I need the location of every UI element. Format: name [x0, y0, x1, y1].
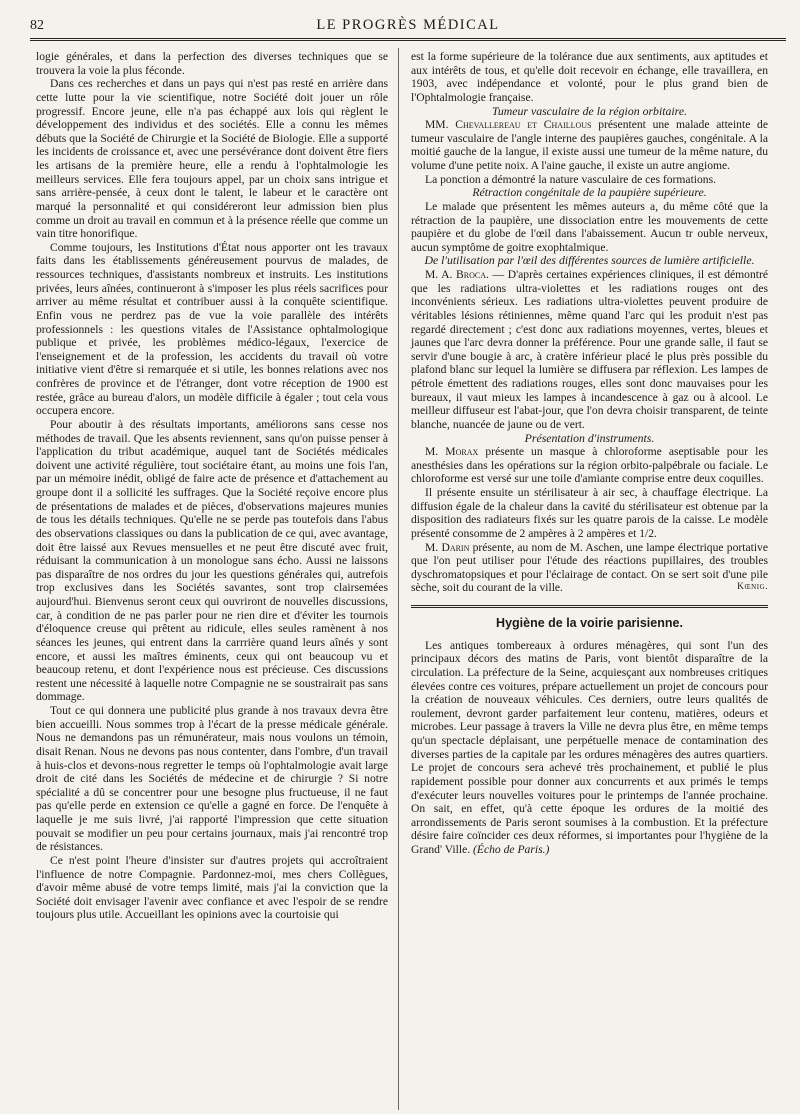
paragraph: est la forme supérieure de la tolérance due aux sentiments, aux aptitudes et aux intérêts de tous, et qu'elle doit recevoir en échange, elle travaillera, en 1903, avec indépendance et volonté, pour le plus grand bien de l'Ophtalmologie française.: [411, 50, 768, 104]
paragraph-text: Les antiques tombereaux à ordures ménagères, qui sont l'un des principaux décors des matins de Paris, vont bientôt disparaître de la circulation. La préfecture de la Seine, acquiesçant aux nombreuses critiques élevées contre ces voitures, prépare actuellement un projet de concours pour la création de nouveaux véhicules. Ces derniers, outre leurs qualités de roulement, devront garder parfaitement leur contenu, matières, odeurs et microbes. Leur passage à travers la Ville ne devra plus être, en même temps qu'un spectacle déplaisant, une perpétuelle menace de contamination des diverses parties de la capitale par les ordures ménagères des autres quartiers. Le projet de concours sera achevé très prochainement, et publié le plus rapidement possible pour donner aux concurrents et aux primés le temps d'exécuter leurs nouvelles voitures pour le printemps de l'année prochaine. On sait, en effet, qu'à cette époque les ordures de la moitié des arrondissements de Paris seront soumises à la combustion. Et la préfecture désire faire coïncider ces deux réformes, si importantes pour l'hygiène de la Grand' Ville.: [411, 638, 768, 857]
paragraph: Il présente ensuite un stérilisateur à air sec, à chauffage électrique. La diffusion égale de la chaleur dans la cavité du stérilisateur est obtenue par la disposition des radiateurs fixés sur les quatre parois de la caisse. Le modèle présenté consomme de 2 ampères à 2 ampères et 1/2.: [411, 486, 768, 540]
paragraph: [411, 639, 768, 857]
right-column: [411, 50, 768, 857]
paragraph: Ce n'est point l'heure d'insister sur d'autres projets qui accroîtraient l'influence de notre Compagnie. Pardonnez-moi, mes chers Collègues, d'avoir même abusé de votre temps limité, mais j'ai la conviction que la Société doit envisager l'avenir avec confiance et avec l'espoir de se rendre toujours plus utile. Accueillant les opinions avec la courtoisie qui: [36, 853, 388, 922]
paragraph: La ponction a démontré la nature vasculaire de ces formations.: [425, 172, 717, 186]
paragraph-text: présentent une malade atteinte de tumeur vasculaire de l'angle interne des paupières gauches, congénitale. A la moitié gauche de la langue, il existe aussi une tumeur de la même nature, du volume d'une petite noix. A l'aine gauche, il existe un autre angiome.: [411, 118, 768, 172]
paragraph: Le malade que présentent les mêmes auteurs a, du même côté que la rétraction de la paupière, une dissociation entre les mouvements de cette paupière et du globe de l'œil dans l'abaissement. Aucun tr ouble nerveux, aucun symptôme de goitre exophtalmique.: [411, 199, 768, 254]
paragraph: Tout ce qui donnera une publicité plus grande à nos travaux devra être bien accueilli. Nous sommes trop à l'écart de la presse médicale générale. Nous ne demandons pas un rémunérateur, mais nous voulons un témoin, disait Renan. Nous ne devons pas nous contenter, dans l'ombre, d'un travail à huis-clos et devons-nous regretter le temps où l'ophtalmologie avait large droit de cité dans les Sociétés de médecine et de chirurgie ? Si notre spécialité a dû se concentrer pour une besogne plus fructueuse, il ne faut pas qu'elle perde en extension ce qu'elle a gagné en force. De l'enquête à laquelle je me suis livré, j'ai rapporté l'impression que cette situation pouvait se modifier un peu pour certains journaux, mais j'ai rencontré trop de résistances.: [36, 704, 388, 854]
paragraph: [411, 118, 768, 173]
paragraph: [411, 268, 768, 432]
paragraph-text: présente un masque à chloroforme aseptisable pour les anesthésies dans les opérations sur la région orbito-palpébrale ou faciale. Le chloroforme est versé sur une toile d'amiante comprise entre deux coquilles.: [411, 445, 768, 486]
paragraph: logie générales, et dans la perfection des diverses techniques que se trouvera la voie la plus féconde.: [36, 50, 388, 77]
paragraph: [411, 445, 768, 486]
section-divider: [411, 605, 768, 608]
page-number: 82: [30, 18, 44, 33]
left-column: [36, 50, 388, 922]
paragraph: Pour aboutir à des résultats importants, améliorons sans cesse nos méthodes de travail. Que les absents reviennent, sans qu'on puisse penser à l'application du tribut académique, auquel tant de Sociétés médicales doivent une activité régulière, tout sociétaire étant, au moins une fois l'an, par un mémoire inédit, obligé de faire acte de présence et d'attachement au groupe dont il a sollicité les suffrages. Que la Société reçoive encore plus de présentations de malades et de pièces, d'observations majeures munies de tous les détails techniques. Qu'elle ne se perde pas toutefois dans l'abus des observations classiques ou dans la publication de ce qui, avec avantage, doit être laissé aux Revues mensuelles et ne peut être discuté avec fruit, réduisant la communication à un monologue sans écho. Aussi ne laissons pas disparaître de nos ordres du jour les questions générales qui, autrefois trop exclusives dans les Sociétés savantes, sont trop clairsemées aujourd'hui. Bienvenus seront ceux qui ouvriront de nouvelles discussions, car, à condition de ne pas parler pour ne rien dire et d'éviter les tournois d'éloquence creuse qui prêtent au ridicule, elles seules ramènent à nos séances les jeunes, qui entrent dans la carrrière quand leurs aînés y sont encore, et aussi les maîtres éminents, ceux qui ont beaucoup vu et beaucoup retenu, et dont l'expérience nous est précieuse. Ces discussions restent une nécessité à laquelle notre Compagnie ne se soustrairait pas sans dommage.: [36, 417, 388, 704]
source-citation: (Écho de Paris.): [473, 843, 550, 857]
author-names: MM. Chevallereau et Chaillous: [425, 118, 592, 132]
paragraph-text: présente, au nom de M. Aschen, une lampe électrique portative que l'on peut utiliser pour l'étude des réactions pupillaires, des troubles dyschromatopsiques et pour l'éclairage de contact. On se sert soit d'une pile sèche, soit du courant de la ville.: [411, 540, 768, 595]
header-rule: [30, 38, 786, 41]
article-title: Hygiène de la voirie parisienne.: [496, 616, 683, 631]
section-title: De l'utilisation par l'œil des différentes sources de lumière artificielle.: [424, 253, 755, 268]
paragraph-text: — D'après certaines expériences cliniques, il est démontré que les radiations ultra-violettes et les radiations rouges ont des inconvénients sérieux. Les radiations ultra-violettes peuvent produire de véritables lésions rétiniennes, même quand l'arc qui les produit n'est pas regardé directement ; c'est donc aux radiations moyennes, vertes, bleues et jaunes que l'arc devra donner la préférence. Pour une grande salle, il faut se servir d'une bougie à arc, à cratère inférieur placé le plus près possible du plafond blanc sur lequel la lumière se diffusera par réflexion. Les lampes de pétrole émettent des radiations rouges, elles sont donc mauvaises pour les bureaux, il vaut mieux les lampes à incandescence à gaz ou à alcool. Le meilleur diffuseur est l'abat-jour, que l'on devra choisir transparent, de teinte blanche, nuancée de jaune ou de vert.: [411, 268, 768, 431]
section-title: Rétraction congénitale de la paupière supérieure.: [472, 185, 707, 200]
section-title: Tumeur vasculaire de la région orbitaire.: [491, 103, 688, 118]
author-names: M. Darin: [425, 540, 470, 554]
section-title: Présentation d'instruments.: [524, 430, 655, 445]
column-divider: [398, 48, 399, 1110]
author-names: M. Morax: [425, 445, 479, 459]
signature: Kœnig.: [737, 582, 768, 593]
running-title: LE PROGRÈS MÉDICAL: [316, 17, 500, 33]
paragraph: Comme toujours, les Institutions d'État nous apporter ont les travaux faits dans les établissements généreusement pourvus de malades, de ressources techniques, d'assistants nombreux et instruits. Les institutions privées, leurs aînées, continueront à s'imposer les plus réels sacrifices pour arriver au même résultat et contribuer aussi à la conquête scientifique. Enfin vous ne perdrez pas de vue la voie parallèle des intérêts professionnels : les questions vitales de l'Assistance ophtalmologique publique et privée, les problèmes médico-légaux, l'exercice de l'enseignement et de la profession, les accidents du travail où votre initiative vient d'être si remarquée et si utile, les bonnes relations avec nos confrères de province et de l'étranger, dont votre réception de 1900 est restée, grâce au bureau d'alors, un modèle difficile à égaler ; tout cela vous occupera encore.: [36, 240, 388, 418]
page-header: [30, 12, 786, 36]
author-names: M. A. Broca.: [425, 268, 489, 281]
paragraph: Dans ces recherches et dans un pays qui n'est pas resté en arrière dans cette lutte pour la vie scientifique, notre Société doit jouer un rôle progressif. Encore jeune, elle n'a pas échappé aux lois qui règlent le développement des individus et des sociétés. Elle a connu les mêmes débuts que la Société de Chirurgie et la Société de Biologie. Elle a supporté les incidents de croissance et, avec une persévérance dont doivent être fiers les artisans de la première heure, elle a rendu à l'ophtalmologie les meilleurs services. Elle fera toujours appel, par un choix sans intrigue et sans arrière-pensée, à ceux dont le talent, le labeur et le caractère ont marqué la personnalité et qui considéreront leur admission bien plus comme un droit au travail en commun et à la présence réelle que comme un vain titre honorifique.: [36, 77, 388, 241]
